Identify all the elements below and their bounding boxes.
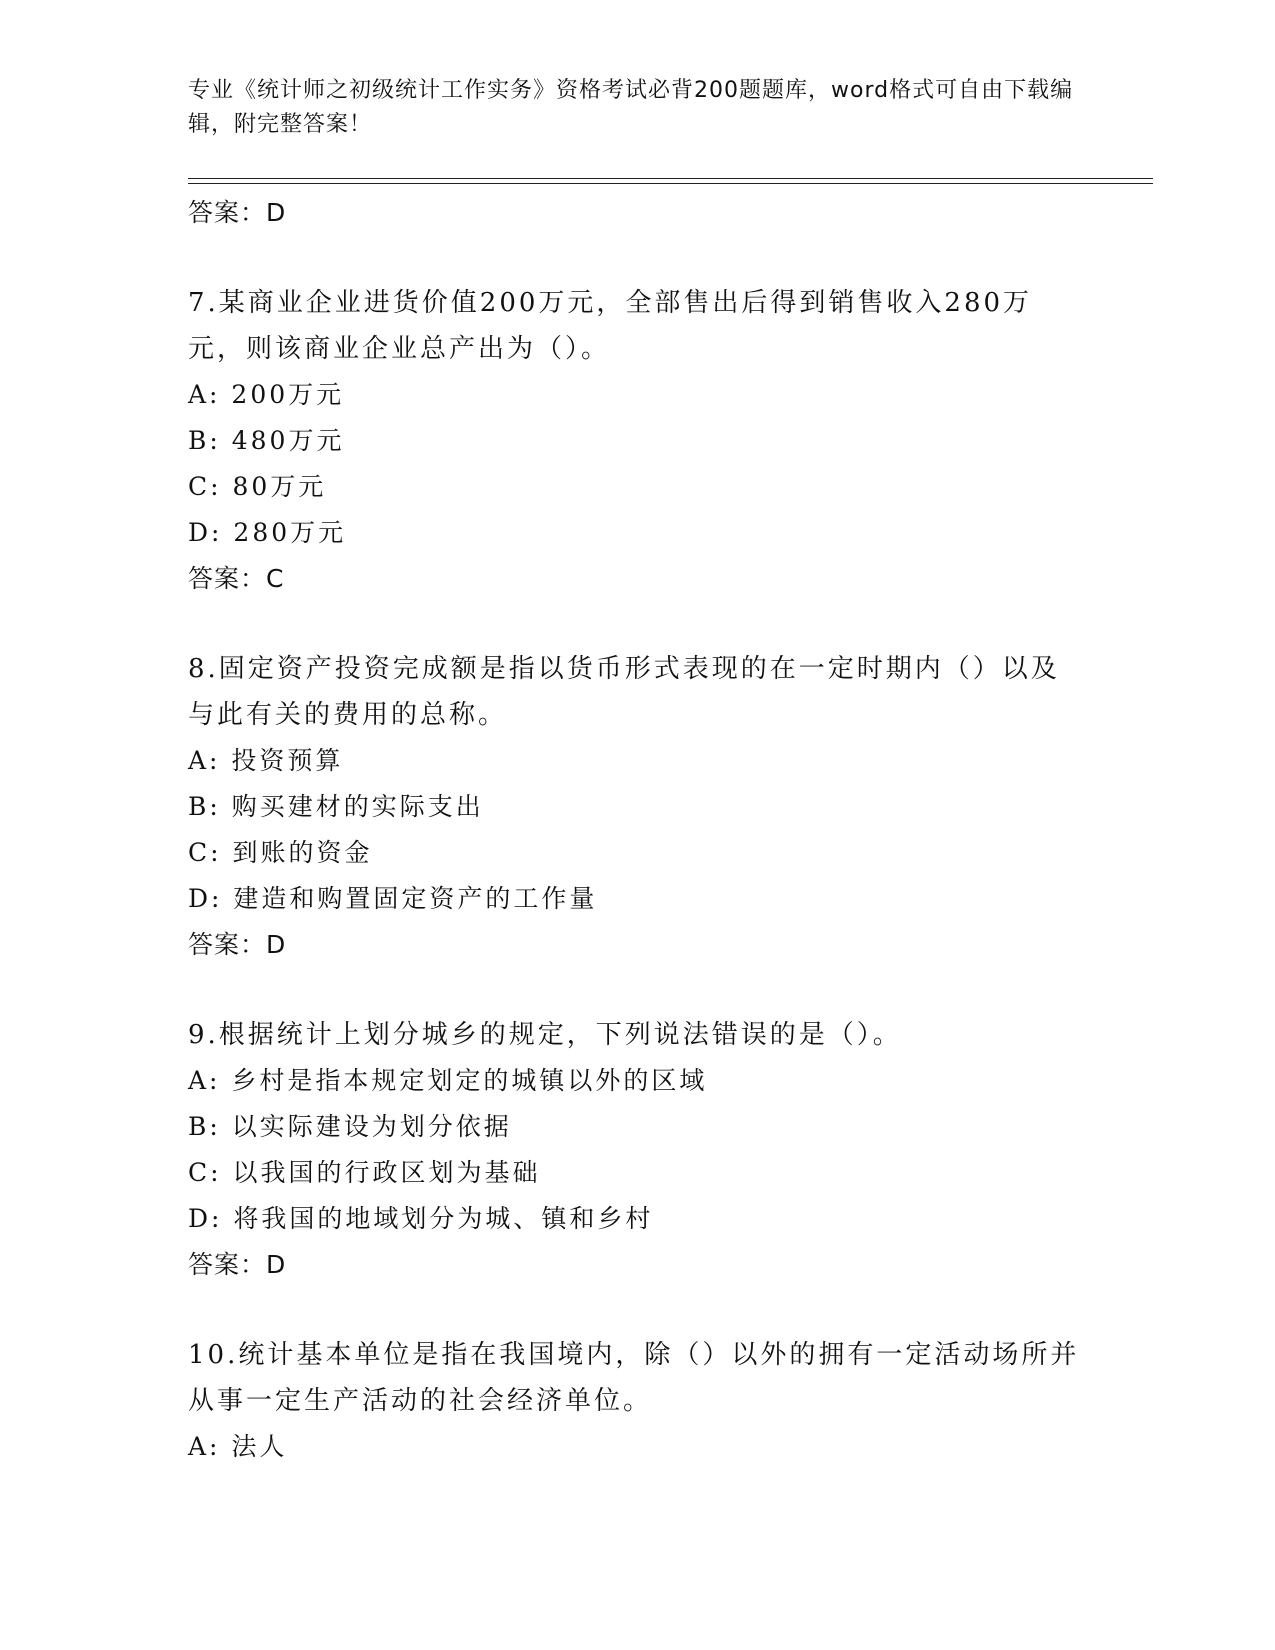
- header-divider-line-secondary: [188, 183, 1153, 184]
- question-block: [188, 646, 1088, 968]
- question-block: [188, 280, 1088, 602]
- question-option: A: 投资预算: [188, 746, 344, 775]
- question-option: A: 法人: [188, 1432, 288, 1461]
- question-option: B: 以实际建设为划分依据: [188, 1112, 512, 1141]
- question-option: A: 200万元: [188, 380, 345, 409]
- question-option: C: 以我国的行政区划为基础: [188, 1158, 541, 1187]
- question-stem: 7.某商业企业进货价值200万元，全部售出后得到销售收入280万元，则该商业企业总产出为（）。: [188, 288, 1033, 364]
- question-option: C: 到账的资金: [188, 838, 373, 867]
- question-stem: 10.统计基本单位是指在我国境内，除（）以外的拥有一定活动场所并从事一定生产活动的社会经济单位。: [188, 1340, 1080, 1416]
- header-divider-line: [188, 178, 1153, 179]
- question-option: B: 购买建材的实际支出: [188, 792, 484, 821]
- question-option: B: 480万元: [188, 426, 345, 455]
- answer-line: 答案：D: [188, 198, 287, 227]
- document-header: 专业《统计师之初级统计工作实务》资格考试必背200题题库，word格式可自由下载编辑，附完整答案！: [188, 78, 1074, 137]
- question-block: [188, 1012, 1088, 1288]
- question-option: C: 80万元: [188, 472, 327, 501]
- question-block: [188, 1332, 1088, 1470]
- question-option: D: 将我国的地域划分为城、镇和乡村: [188, 1204, 654, 1233]
- question-stem: 9.根据统计上划分城乡的规定，下列说法错误的是（）。: [188, 1020, 902, 1050]
- question-option: D: 280万元: [188, 518, 347, 547]
- answer-line: 答案：D: [188, 1250, 287, 1279]
- question-option: A: 乡村是指本规定划定的城镇以外的区域: [188, 1066, 708, 1095]
- document-body: [188, 190, 1088, 1470]
- question-stem: 8.固定资产投资完成额是指以货币形式表现的在一定时期内（）以及与此有关的费用的总称。: [188, 654, 1060, 730]
- answer-line: 答案：C: [188, 564, 285, 593]
- answer-line: 答案：D: [188, 930, 287, 959]
- question-option: D: 建造和购置固定资产的工作量: [188, 884, 598, 913]
